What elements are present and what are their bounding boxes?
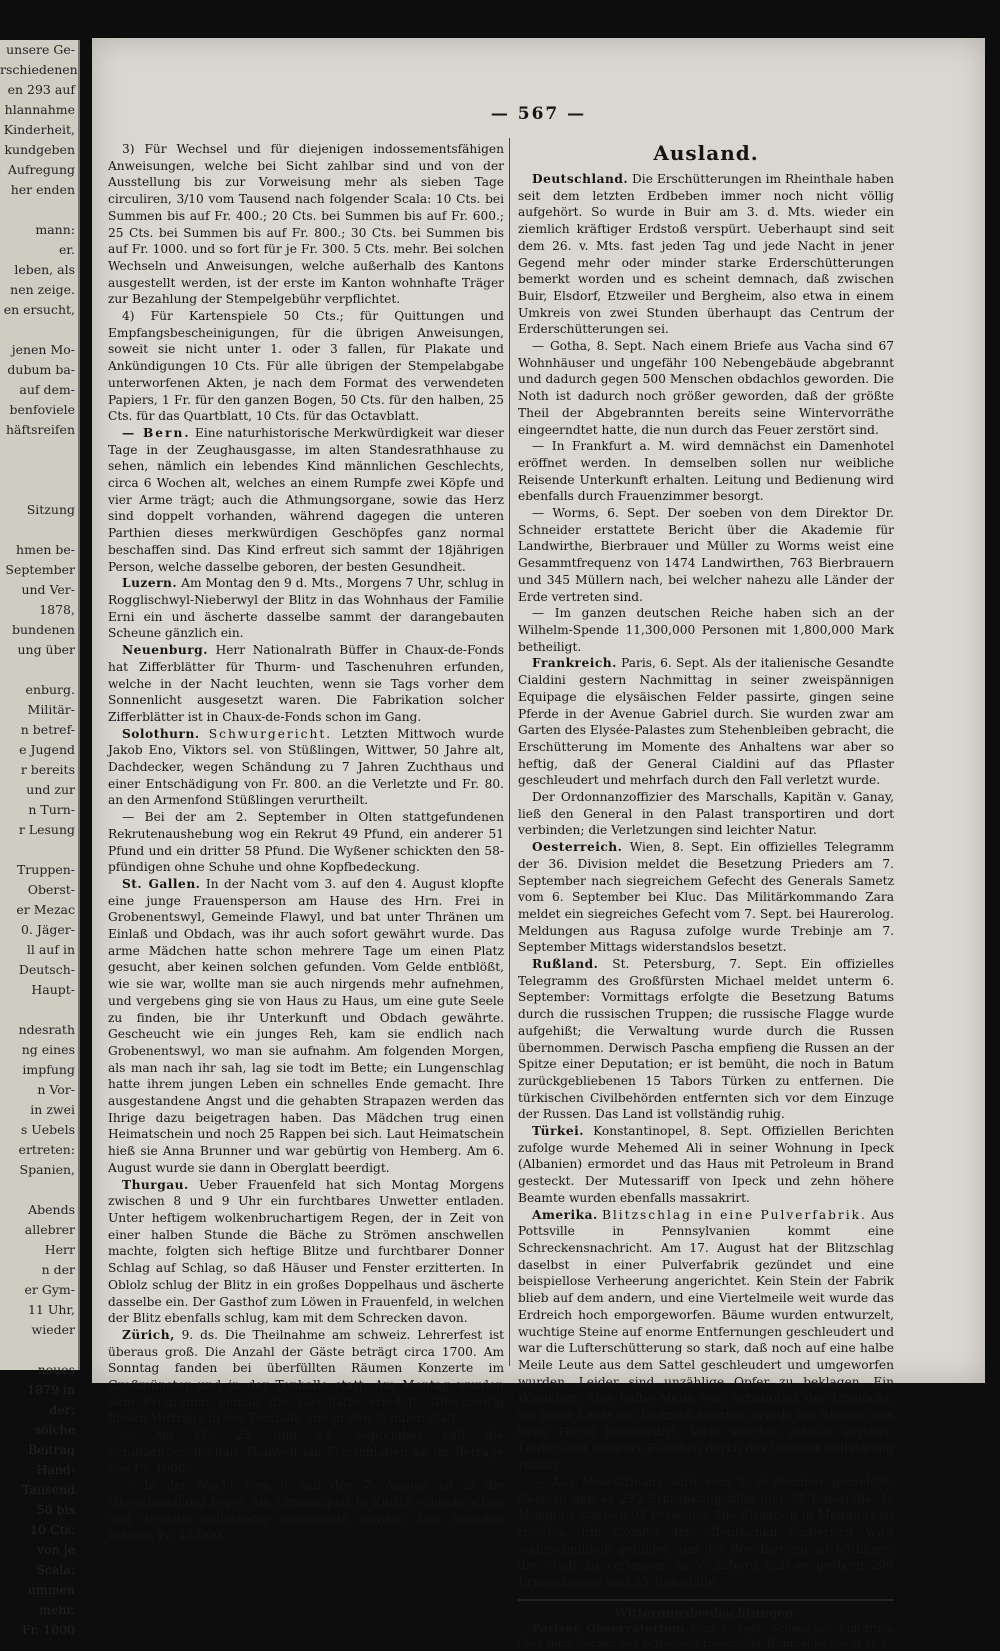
news-new-orleans: — Aus New-Orleans wird vom 8. September gemeldet: Gestern gab es 232 Erkrankungsfälle und 77 Todesfälle. In Memphis starben 95 Personen. Die Situation in Memphis ist trostlos. Ein Comité der öffentlichen Sicherheit wird wahrscheinlich gebildet, um die Bevölkerung zu nöthigen, die Stadt zu verlassen. In Vicksburg gab es gestern 200 Erkrankungs- und 33 Todesfälle. [518,1474,894,1590]
facing-page-line: Herr [44,1242,75,1257]
solothurn-subheading: Schwurgericht. [208,726,333,741]
zuerich-text: 9. ds. Die Theilnahme am schweiz. Lehrerfest ist überaus groß. Die Anzahl der Gäste beträgt circa 1700. Am Sonntag fanden bei überfüllten Räumen Konzerte im Großmünster und in der Tonhalle statt. Am Montag wurden dem Programm gemäß die Geschäfte erledigt. Gleichzeitig finden Vorträge in der Tonhalle und in den Schulen statt. [108,1327,504,1426]
news-ordonnanz: Der Ordonnanzoffizier des Marschalls, Kapitän v. Ganay, ließ den General in den Palast transportiren und dort verbinden; die Verletzungen sind leichter Natur. [518,790,894,838]
facing-page-line: en 293 auf [7,82,75,97]
facing-page-line: Oberst- [27,882,75,897]
facing-page-line: Aufregung [7,162,75,177]
amerika-subheading: Blitzschlag in eine Pulverfabrik. [601,1207,867,1222]
facing-page-line: ertreten: [18,1142,75,1157]
facing-page-line: auf dem- [19,382,75,397]
weather-report [518,1621,894,1651]
facing-page-line: n Vor- [37,1082,75,1097]
facing-page-line: her enden [10,182,75,197]
stamp-rule-4: 4) Für Kartenspiele 50 Cts.; für Quittungen und Empfangsbescheinigungen, für die übrigen Anweisungen, soweit sie nicht unter 1. oder 3 fallen, für Plakate und Ankündigungen 10 Cts. Für alle übrigen der Stempelabgabe unterworfenen Akten, je nach dem Format des verwendeten Papiers, 1 Fr. für den ganzen Bogen, 50 Cts. für den halben, 25 Cts. für das Quartblatt, 10 Cts. für das Octavblatt. [108,309,504,424]
news-worms: — Worms, 6. Sept. Der soeben von dem Direktor Dr. Schneider erstattete Bericht über die Akademie für Landwirthe, Bierbrauer und Müller zu Worms weist eine Gesammtfrequenz von 1474 Landwirthen, 763 Bierbrauern und 345 Müllern nach, bei welcher nahezu alle Länder der Erde vertreten sind. [518,506,894,604]
page-number: — 567 — [490,104,587,124]
facing-page-line [0,440,78,460]
facing-page-line: en ersucht, [3,302,75,317]
news-gotha: — Gotha, 8. Sept. Nach einem Briefe aus Vacha sind 67 Wohnhäuser und ungefähr 100 Nebengebäude abgebrannt und dadurch gegen 500 Menschen obdachlos geworden. Die Noth ist dadurch noch größer geworden, daß der größte Theil der Abgebrannten bereits seine Wintervorräthe eingeerndtet hatte, die nun durch das Feuer zerstört sind. [518,339,894,437]
news-stgallen [108,876,504,1177]
facing-page-line: Tausend [22,1482,75,1497]
facing-page-line: neues [37,1362,75,1377]
facing-page-line: Fr. 1000 [21,1622,75,1637]
facing-page-line: Kinderheit, [3,122,75,137]
section-rule [518,1599,894,1601]
luzern-heading: Luzern. [122,576,178,591]
deutschland-heading: Deutschland. [532,172,629,186]
facing-page-line: 0. Jäger- [21,922,75,937]
facing-page-line: kundgeben [4,142,75,157]
facing-page-line: 1879 in [27,1382,75,1397]
facing-page-line: mehr. [39,1602,75,1617]
stgallen-heading: St. Gallen. [122,876,201,891]
thurgau-heading: Thurgau. [122,1177,189,1192]
news-oesterreich [518,839,894,956]
news-neuenburg [108,642,504,726]
news-tuerkei [518,1123,894,1207]
facing-page-line: Truppen- [16,862,75,877]
facing-page-line: wieder [31,1322,75,1337]
neuenburg-text: Herr Nationalrath Büffer in Chaux-de-Fonds hat Zifferblätter für Thurm- und Taschenuhren erfunden, welche in der Nacht leuchten, wenn sie Tags vorher dem Sonnenlicht ausgesetzt waren. Die Fabrikation solcher Zifferblätter ist in Chaux-de-Fonds schon im Gang. [108,643,505,724]
news-frankreich [518,655,894,789]
news-solothurn [108,726,504,810]
thurgau-text: Ueber Frauenfeld hat sich Montag Morgens zwischen 8 und 9 Uhr ein furchtbares Unwetter entladen. Unter heftigem wolkenbruchartigem Regen, der in Zeit von einer halben Stunde die Bäche zu Strömen anschwellen machte, folgten sich heftige Blitze und furchtbarer Donner Schlag auf Schlag, so daß Häuser und Fenster erzitterten. In Oblolz schlug der Blitz in ein großes Doppelhaus und äscherte dasselbe ein. Der Gasthof zum Löwen in Frauenfeld, in welchen der Blitz ebenfalls schlug, kam mit dem Schrecken davon. [108,1177,505,1326]
bern-text: Eine naturhistorische Merkwürdigkeit war dieser Tage in der Zeughausgasse, im alten Standesrathhause zu sehen, nämlich ein lebendes Kind männlichen Geschlechts, circa 6 Wochen alt, welches an einem Rumpfe zwei Köpfe und vier Arme trägt; auch die Athmungsorgane, sowie das Herz sind doppelt vorhanden, während dagegen die unteren Parthien dieses merkwürdigen Geschöpfes ganz normal beschaffen sind. Das Kind erfreut sich sammt der 18jährigen Person, welche dasselbe geboren, der besten Gesundheit. [108,425,505,574]
facing-page-line: 1878, [39,602,75,617]
news-wilhelm-spende: — Im ganzen deutschen Reiche haben sich an der Wilhelm-Spende 11,300,000 Personen mit 1,800,000 Mark betheiligt. [518,606,894,654]
facing-page-line [0,1000,78,1020]
bern-heading: — Bern. [122,425,191,440]
facing-page-line [0,520,78,540]
news-uhrenhandlung: — In der Nacht vom 6. auf den 7. August ist in die Uhrenhandlung Peyer am Limmatquai in Zürich eingebrochen und dieselbe vollständig ausgeraubt worden. Der Schaden beträgt Fr. 13,000. [108,1478,504,1543]
facing-page-line: nen zeige. [10,282,75,297]
facing-page-line: e Jugend [19,742,75,757]
facing-page-line: Scala: [36,1562,75,1577]
facing-page-line: impfung [22,1062,75,1077]
facing-page-line: Spanien, [19,1162,75,1177]
weather-heading: Pariser Observatorium [532,1622,685,1636]
oesterreich-text: Wien, 8. Sept. Ein offizielles Telegramm der 36. Division meldet die Besetzung Prieders am 7. September nach siegreichem Gefecht des Generals Sametz vom 6. September bei Kluc. Das Militärkommando Zara meldet ein siegreiches Gefecht vom 7. Sept. bei Haurerolog. Meldungen aus Ragusa zufolge wurde Trebinje am 7. September Mittags widerstandslos besetzt. [518,840,894,955]
facing-page-line: häftsreifen [5,422,75,437]
column-divider [509,138,510,1366]
deutschland-text: Die Erschütterungen im Rheinthale haben seit dem letzten Erdbeben immer noch nicht völlig aufgehört. So wurde in Buir am 3. d. Mts. wieder ein ziemlich kräftiger Erdstoß verspürt. Ueberhaupt sind seit dem 26. v. Mts. fast jeden Tag und jede Nacht in jener Gegend mehr oder minder starke Erderschütterungen bemerkt worden und es scheint demnach, daß zwischen Buir, Elsdorf, Etzweiler und Bergheim, also etwa in einem Umkreis von zwei Stunden überhaupt das Centrum der Erderschütterungen sei. [518,172,894,337]
facing-page-line: jenen Mo- [11,342,75,357]
newspaper-page [92,38,985,1651]
facing-page-line [0,320,78,340]
frankreich-text: Paris, 6. Sept. Als der italienische Gesandte Cialdini gestern Nachmittag in seiner zweispännigen Equipage die elysäischen Felder passirte, gingen seine Pferde in der Avenue Gabriel durch. Sie wurden zwar am Garten des Elysée-Palastes zum Stehenbleiben gebracht, die Erschütterung im Momente des Anhaltens war aber so heftig, daß der General Cialdini auf das Pflaster geschleudert und mehrfach durch den Fall verletzt wurde. [518,656,895,788]
solothurn-heading: Solothurn. [122,726,200,741]
news-luzern [108,575,504,642]
facing-page-line: 11 Uhr, [27,1302,75,1317]
news-bern [108,425,504,575]
facing-page-line [0,1180,78,1200]
news-deutschland [518,171,894,338]
facing-page-line: Beitrag [27,1442,75,1457]
facing-page-line: allebrer [24,1222,75,1237]
facing-page-line: hlannahme [4,102,75,117]
facing-page-line: Militär- [27,702,75,717]
facing-page-line: der: [49,1402,75,1417]
amerika-heading: Amerika. [532,1207,598,1222]
facing-page-line: rschiedenen [0,62,78,77]
stamp-rule-3: 3) Für Wechsel und für diejenigen indossementsfähigen Anweisungen, welche bei Sicht zahlbar sind und von der Ausstellung bis zur Vorweisung mehr als sieben Tage circuliren, 3/10 vom Tausend nach folgender Scala: 10 Cts. bei Summen bis auf Fr. 400.; 20 Cts. bei Summen bis auf Fr. 600.; 25 Cts. bei Summen bis auf Fr. 800.; 30 Cts. bei Summen bis auf Fr. 1000. und so fort für je Fr. 300. 5 Cts. mehr. Bei solchen Wechseln und Anweisungen, welche außerhalb des Kantons ausgestellt werden, ist der erste im Kanton wohnhafte Träger zur Bezahlung der Stempelgebühr verpflichtet. [108,142,504,307]
russland-text: St. Petersburg, 7. Sept. Ein offizielles Telegramm des Großfürsten Michael meldet unterm 6. September: Vormittags erfolgte die Besetzung Batums durch die russischen Truppen; die russische Flagge wurde aufgehißt; die Verwaltung wurde durch die Russen übernommen. Derwisch Pascha empfieng die Russen an der Spitze einer Deputation; er ist bemüht, die noch in Batum zurückgebliebenen 15 Tabors Türken zu entfernen. Die türkischen Civilbehörden entfernten sich vor dem Einzuge der Russen. Das Land ist vollständig ruhig. [518,957,895,1122]
left-column [108,141,504,1544]
neuenburg-heading: Neuenburg. [122,643,208,658]
facing-page-line: n der [41,1262,75,1277]
facing-page-line: er Gym- [24,1282,75,1297]
facing-page-line: Haupt- [31,982,75,997]
facing-page-line: Hand- [36,1462,75,1477]
facing-page-line: hmen be- [16,542,75,557]
facing-page-line: er. [59,242,75,257]
facing-page-line: n Turn- [28,802,75,817]
facing-page-edge [0,40,80,1637]
facing-page-line: n betref- [20,722,75,737]
facing-page-line: mann: [35,222,75,237]
news-russland [518,956,894,1123]
facing-page-line: Abends [28,1202,75,1217]
facing-page-line [0,660,78,680]
facing-page-line: er Mezac [16,902,75,917]
facing-page-line [0,1340,78,1360]
facing-page-line: bundenen [11,622,75,637]
facing-page-line: r Lesung [18,822,75,837]
facing-page-line: September [5,562,75,577]
facing-page-line: benfoviele [9,402,75,417]
amerika-text: Aus Pottsville in Pennsylvanien kommt eine Schreckensnachricht. Am 17. August hat der Blitzschlag daselbst in einer Pulverfabrik gezündet und eine beispiellose Verheerung angerichtet. Kein Stein der Fabrik blieb auf dem andern, und eine Viertelmeile weit wurde das Erdreich hoch emporgeworfen. Bäume wurden entwurzelt, wuchtige Steine auf enorme Entfernungen geschleudert und war die Lufterschütterung so stark, daß noch auf eine halbe Meile Leute aus dem Sattel geschleudert und umgeworfen wurden. Leider sind unzählige Opfer zu beklagen. Ein Wäldchen, eine halbe Meile vom Schauplatz des Unglücks, wo junge Leute ein Picknick feierten, wurde mit Steinen wie beim Hagel bombardirt. Viele wurden schwer verletzt. Leider sind mehrere Familien durch das Unglück vollständig ruinirt. [518,1207,895,1473]
facing-page-line: solche [34,1422,75,1437]
news-olten: — Bei der am 2. September in Olten stattgefundenen Rekrutenaushebung wog ein Rekrut 49 Pfund, ein anderer 51 Pfund und ein dritter 58 Pfund. Die Wyßener schickten den 58-pfündigen ohne Schuhe und ohne Kopfbedeckung. [108,810,504,875]
stgallen-text: In der Nacht vom 3. auf den 4. August klopfte eine junge Frauensperson am Hause des Hrn. Frei in Grobenentswyl, Gemeinde Flawyl, und bat unter Thränen um Einlaß und Obdach, was ihr auch sofort gewährt wurde. Das arme Mädchen hatte schon mehrere Tage um einen Platz gesucht, aber keinen solchen gefunden. Vom Gelde entblößt, wie sie war, wollte man sie auch nirgends mehr aufnehmen, und vergebens ging sie von Haus zu Haus, um eine gute Seele zu finden, bie ihr Unterkunft und Obdach gewährte. Gescheucht wie ein junges Reh, kam sie endlich nach Grobenentswyl, wo man sie aufnahm. Am folgenden Morgen, als man nach ihr sah, lag sie todt im Bette; ein Lungenschlag hatte ihrem jungen Leben ein schnelles Ende gemacht. Ihre ausgestandene Angst und die gehabten Strapazen werden das Ihrige dazu beigetragen haben. Das Mädchen trug einen Heimatschein und noch 25 Rappen bei sich. Laut Heimatschein hieß sie Anna Brunner und war gebürtig von Hemberg. Am 6. August wurde sie dann in Oberglatt beerdigt. [108,876,505,1175]
facing-page-line: ummen [27,1582,75,1597]
section-title-ausland: Ausland. [653,141,759,165]
news-thurgau [108,1177,504,1327]
weather-text: vom 9. Sept. Schwacher Luftdruck über dem Norden der britischen Inseln; der Himmel be deckt sich. [518,1622,895,1651]
facing-page-line [0,480,78,500]
facing-page-line: ndesrath [18,1022,75,1037]
luzern-text: Am Montag den 9 d. Mts., Morgens 7 Uhr, schlug in Rogglischwyl-Nieberwyl der Blitz in das Wohnhaus der Familie Erni ein und äscherte dasselbe sammt der darangebauten Scheune gänzlich ein. [108,576,504,641]
facing-page-line [0,200,78,220]
facing-page-line: in zwei [30,1102,75,1117]
tuerkei-text: Konstantinopel, 8. Sept. Offiziellen Berichten zufolge wurde Mehemed Ali in seiner Wohnung in Ipeck (Albanien) ermordet und das Haus mit Petroleum in Brand gesteckt. Der Mutessariff von Ipeck und zehn höhere Beamte wurden ebenfalls massakrirt. [518,1124,894,1205]
facing-page-line: r bereits [20,762,75,777]
facing-page-line: von je [37,1542,75,1557]
frankreich-heading: Frankreich. [532,656,617,671]
right-column [518,141,894,1651]
facing-page-line: ll auf in [26,942,75,957]
facing-page-line [0,840,78,860]
facing-page-line: ng eines [21,1042,75,1057]
zuerich-heading: Zürich, [122,1327,175,1342]
facing-page-line [0,460,78,480]
facing-page-line: unsere Ge- [6,42,75,57]
weather-title: Witterungsbeobachtungen. [614,1605,798,1620]
facing-page-line: ung über [17,642,75,657]
news-zuerich [108,1327,504,1427]
facing-page-line: dubum ba- [7,362,75,377]
russland-heading: Rußland. [532,957,599,972]
facing-page-line: und zur [26,782,75,797]
facing-page-line: Sitzung [26,502,75,517]
tuerkei-heading: Türkei. [532,1124,584,1139]
facing-page-line: 50 bis [36,1502,75,1517]
news-frankfurt: — In Frankfurt a. M. wird demnächst ein Damenhotel eröffnet werden. In demselben sollen nur weibliche Reisende Unterkunft erhalten. Leitung und Bedienung wird ebenfalls durch Frauenzimmer besorgt. [518,439,894,504]
facing-page-line: und Ver- [21,582,75,597]
facing-page-line: s Uebels [20,1122,75,1137]
news-schuetzenfest: — Am 22., 23. und 24. September hält die Schützengesellschaft Thalweil ein Freischießen ab im Betrage von Fr. 4000. [108,1428,504,1476]
news-amerika [518,1207,894,1474]
solothurn-text: Letzten Mittwoch wurde Jakob Eno, Viktors sel. von Stüßlingen, Wittwer, 50 Jahre alt, Dachdecker, wegen Schändung zu 7 Jahren Zuchthaus und einer Entschädigung von Fr. 800. an die Verletzte und Fr. 80. an den Armenfond Stüßlingen verurtheilt. [108,726,505,808]
facing-page-line: 10 Cts. [30,1522,75,1537]
facing-page-line: leben, als [14,262,75,277]
oesterreich-heading: Oesterreich. [532,840,623,855]
facing-page-line: enburg. [25,682,75,697]
facing-page-line: Deutsch- [18,962,75,977]
